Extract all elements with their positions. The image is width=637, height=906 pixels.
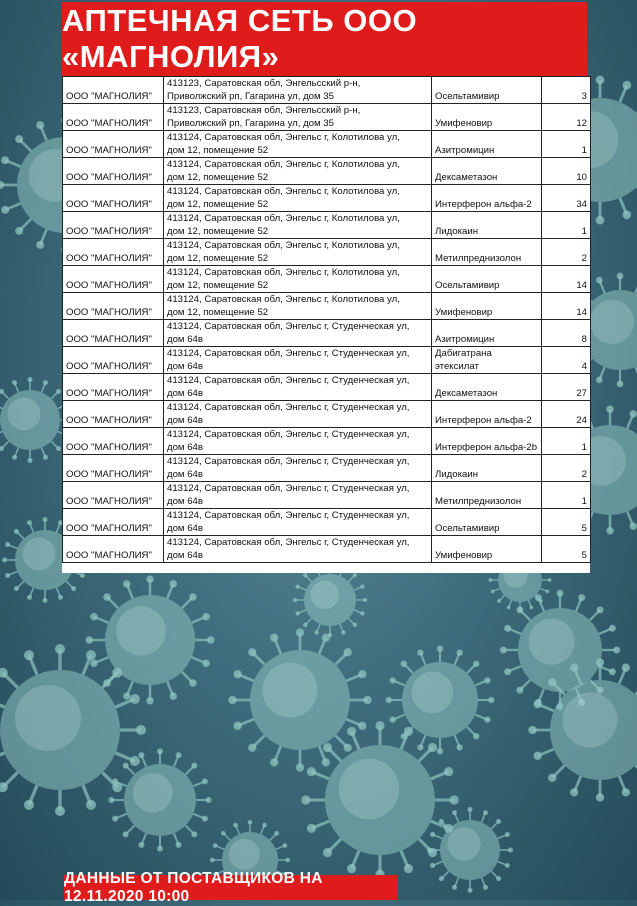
drug-cell [432,482,542,509]
quantity-cell [542,428,591,455]
quantity-cell [542,77,591,104]
table-row [63,320,591,347]
org-cell-text: ООО "МАГНОЛИЯ" [66,496,152,507]
org-cell [63,428,164,455]
org-cell-text: ООО "МАГНОЛИЯ" [66,172,152,183]
quantity-cell-text: 12 [576,118,587,129]
drug-cell [432,212,542,239]
address-cell [164,428,432,455]
footer-banner [64,875,398,900]
drug-cell [432,374,542,401]
quantity-cell-text: 14 [576,307,587,318]
org-cell [63,320,164,347]
quantity-cell [542,509,591,536]
quantity-cell-text: 1 [582,226,587,237]
address-cell-text: дом 12, помещение 52 [167,144,428,157]
page-title: АПТЕЧНАЯ СЕТЬ ООО «МАГНОЛИЯ» [62,3,587,75]
address-cell-text: дом 64в [167,468,428,481]
quantity-cell [542,455,591,482]
drug-cell [432,347,542,374]
table-row [63,131,591,158]
address-cell-text: 413124, Саратовская обл, Энгельс г, Студенческая ул, [167,428,428,441]
quantity-cell-text: 1 [582,145,587,156]
address-cell [164,347,432,374]
address-cell-text: 413124, Саратовская обл, Энгельс г, Студенческая ул, [167,509,428,522]
org-cell [63,104,164,131]
address-cell-text: дом 12, помещение 52 [167,225,428,238]
address-cell-text: дом 64в [167,549,428,562]
org-cell-text: ООО "МАГНОЛИЯ" [66,442,152,453]
quantity-cell-text: 1 [582,496,587,507]
address-cell [164,401,432,428]
org-cell [63,401,164,428]
org-cell [63,266,164,293]
virus-decoration [293,563,368,638]
address-cell-text: дом 64в [167,441,428,454]
org-cell [63,509,164,536]
drug-cell [432,104,542,131]
drug-cell-text: Дексаметазон [435,172,497,183]
inventory-table [62,76,591,563]
quantity-cell-text: 24 [576,415,587,426]
org-cell-text: ООО "МАГНОЛИЯ" [66,361,152,372]
table-row [63,77,591,104]
drug-cell-text: Интерферон альфа-2b [435,442,537,453]
address-cell-text: 413124, Саратовская обл, Энгельс г, Студенческая ул, [167,347,428,360]
quantity-cell-text: 10 [576,172,587,183]
table-row [63,455,591,482]
org-cell [63,374,164,401]
quantity-cell [542,482,591,509]
drug-cell [432,131,542,158]
virus-decoration [386,646,495,755]
virus-decoration [228,628,371,771]
quantity-cell [542,401,591,428]
address-cell-text: 413124, Саратовская обл, Энгельс г, Колотилова ул, [167,158,428,171]
address-cell-text: дом 64в [167,333,428,346]
quantity-cell-text: 2 [582,469,587,480]
table-row [63,482,591,509]
address-cell-text: 413124, Саратовская обл, Энгельс г, Колотилова ул, [167,131,428,144]
org-cell-text: ООО "МАГНОЛИЯ" [66,523,152,534]
drug-cell [432,536,542,563]
drug-cell-text: Осельтамивир [435,280,500,291]
address-cell [164,293,432,320]
org-cell-text: ООО "МАГНОЛИЯ" [66,253,152,264]
org-cell-text: ООО "МАГНОЛИЯ" [66,226,152,237]
org-cell [63,482,164,509]
drug-cell [432,401,542,428]
address-cell-text: 413124, Саратовская обл, Энгельс г, Студенческая ул, [167,374,428,387]
address-cell [164,158,432,185]
drug-cell [432,509,542,536]
table-row [63,185,591,212]
quantity-cell [542,212,591,239]
org-cell-text: ООО "МАГНОЛИЯ" [66,307,152,318]
org-cell-text: ООО "МАГНОЛИЯ" [66,280,152,291]
address-cell [164,266,432,293]
quantity-cell [542,266,591,293]
drug-cell-text: Умифеновир [435,118,492,129]
quantity-cell [542,185,591,212]
org-cell [63,455,164,482]
quantity-cell-text: 3 [582,91,587,102]
drug-cell [432,320,542,347]
table-row [63,239,591,266]
org-cell [63,536,164,563]
quantity-cell-text: 27 [576,388,587,399]
address-cell-text: 413124, Саратовская обл, Энгельс г, Колотилова ул, [167,266,428,279]
org-cell-text: ООО "МАГНОЛИЯ" [66,415,152,426]
org-cell-text: ООО "МАГНОЛИЯ" [66,91,152,102]
org-cell [63,131,164,158]
org-cell [63,212,164,239]
org-cell [63,77,164,104]
address-cell-text: 413124, Саратовская обл, Энгельс г, Студенческая ул, [167,482,428,495]
org-cell [63,347,164,374]
address-cell [164,185,432,212]
virus-decoration [108,748,211,851]
org-cell-text: ООО "МАГНОЛИЯ" [66,145,152,156]
address-cell-text: дом 12, помещение 52 [167,252,428,265]
quantity-cell [542,293,591,320]
table-row [63,347,591,374]
table-row [63,266,591,293]
quantity-cell-text: 1 [582,442,587,453]
drug-cell [432,158,542,185]
address-cell-text: 413124, Саратовская обл, Энгельс г, Колотилова ул, [167,239,428,252]
quantity-cell-text: 5 [582,523,587,534]
address-cell [164,536,432,563]
drug-cell-text: Дабигатрана этексилат [435,348,492,372]
drug-cell-text: Лидокаин [435,226,478,237]
quantity-cell [542,104,591,131]
org-cell-text: ООО "МАГНОЛИЯ" [66,388,152,399]
drug-cell [432,293,542,320]
quantity-cell-text: 4 [582,361,587,372]
address-cell-text: 413123, Саратовская обл, Энгельсский р-н, [167,104,428,117]
table-row [63,104,591,131]
table-row [63,374,591,401]
drug-cell [432,455,542,482]
address-cell [164,212,432,239]
drug-cell-text: Лидокаин [435,469,478,480]
table-row [63,212,591,239]
address-cell-text: дом 12, помещение 52 [167,171,428,184]
address-cell-text: дом 64в [167,387,428,400]
drug-cell-text: Осельтамивир [435,91,500,102]
drug-cell-text: Азитромицин [435,334,494,345]
address-cell-text: дом 64в [167,522,428,535]
address-cell [164,131,432,158]
address-cell [164,455,432,482]
address-cell [164,104,432,131]
address-cell-text: дом 12, помещение 52 [167,198,428,211]
address-cell-text: 413124, Саратовская обл, Энгельс г, Колотилова ул, [167,185,428,198]
org-cell-text: ООО "МАГНОЛИЯ" [66,334,152,345]
address-cell-text: дом 64в [167,414,428,427]
drug-cell-text: Дексаметазон [435,388,497,399]
quantity-cell-text: 8 [582,334,587,345]
virus-decoration [301,721,459,879]
org-cell [63,239,164,266]
drug-cell [432,185,542,212]
address-cell-text: дом 12, помещение 52 [167,279,428,292]
org-cell-text: ООО "МАГНОЛИЯ" [66,469,152,480]
address-cell-text: 413124, Саратовская обл, Энгельс г, Колотилова ул, [167,212,428,225]
quantity-cell [542,374,591,401]
table-row [63,536,591,563]
quantity-cell [542,320,591,347]
table-row [63,401,591,428]
drug-cell-text: Интерферон альфа-2 [435,415,532,426]
drug-cell-text: Осельтамивир [435,523,500,534]
quantity-cell [542,239,591,266]
quantity-cell-text: 2 [582,253,587,264]
quantity-cell-text: 14 [576,280,587,291]
org-cell-text: ООО "МАГНОЛИЯ" [66,199,152,210]
table-row [63,158,591,185]
address-cell [164,482,432,509]
address-cell-text: Приволжский рп, Гагарина ул, дом 35 [167,117,428,130]
org-cell-text: ООО "МАГНОЛИЯ" [66,118,152,129]
drug-cell-text: Умифеновир [435,550,492,561]
address-cell-text: дом 12, помещение 52 [167,306,428,319]
table-row [63,428,591,455]
address-cell-text: 413123, Саратовская обл, Энгельсский р-н, [167,77,428,90]
drug-cell [432,239,542,266]
address-cell-text: Приволжский рп, Гагарина ул, дом 35 [167,90,428,103]
address-cell-text: 413124, Саратовская обл, Энгельс г, Студенческая ул, [167,455,428,468]
org-cell [63,185,164,212]
address-cell-text: 413124, Саратовская обл, Энгельс г, Колотилова ул, [167,293,428,306]
drug-cell [432,266,542,293]
inventory-table-container [62,76,590,573]
quantity-cell [542,131,591,158]
org-cell [63,158,164,185]
table-row [63,509,591,536]
address-cell-text: дом 64в [167,360,428,373]
address-cell [164,239,432,266]
drug-cell-text: Азитромицин [435,145,494,156]
quantity-cell [542,347,591,374]
address-cell [164,374,432,401]
drug-cell-text: Умифеновир [435,307,492,318]
address-cell-text: 413124, Саратовская обл, Энгельс г, Студенческая ул, [167,320,428,333]
address-cell [164,77,432,104]
drug-cell-text: Метилпреднизолон [435,253,521,264]
footer-text: ДАННЫЕ ОТ ПОСТАВЩИКОВ НА 12.11.2020 10:00 [64,870,398,906]
quantity-cell-text: 34 [576,199,587,210]
table-row [63,293,591,320]
org-cell [63,293,164,320]
virus-decoration [427,807,513,893]
drug-cell [432,428,542,455]
drug-cell [432,77,542,104]
quantity-cell [542,536,591,563]
address-cell [164,509,432,536]
address-cell-text: 413124, Саратовская обл, Энгельс г, Студенческая ул, [167,401,428,414]
title-banner [62,2,587,76]
drug-cell-text: Интерферон альфа-2 [435,199,532,210]
quantity-cell-text: 5 [582,550,587,561]
org-cell-text: ООО "МАГНОЛИЯ" [66,550,152,561]
address-cell [164,320,432,347]
quantity-cell [542,158,591,185]
address-cell-text: дом 64в [167,495,428,508]
drug-cell-text: Метилпреднизолон [435,496,521,507]
address-cell-text: 413124, Саратовская обл, Энгельс г, Студенческая ул, [167,536,428,549]
